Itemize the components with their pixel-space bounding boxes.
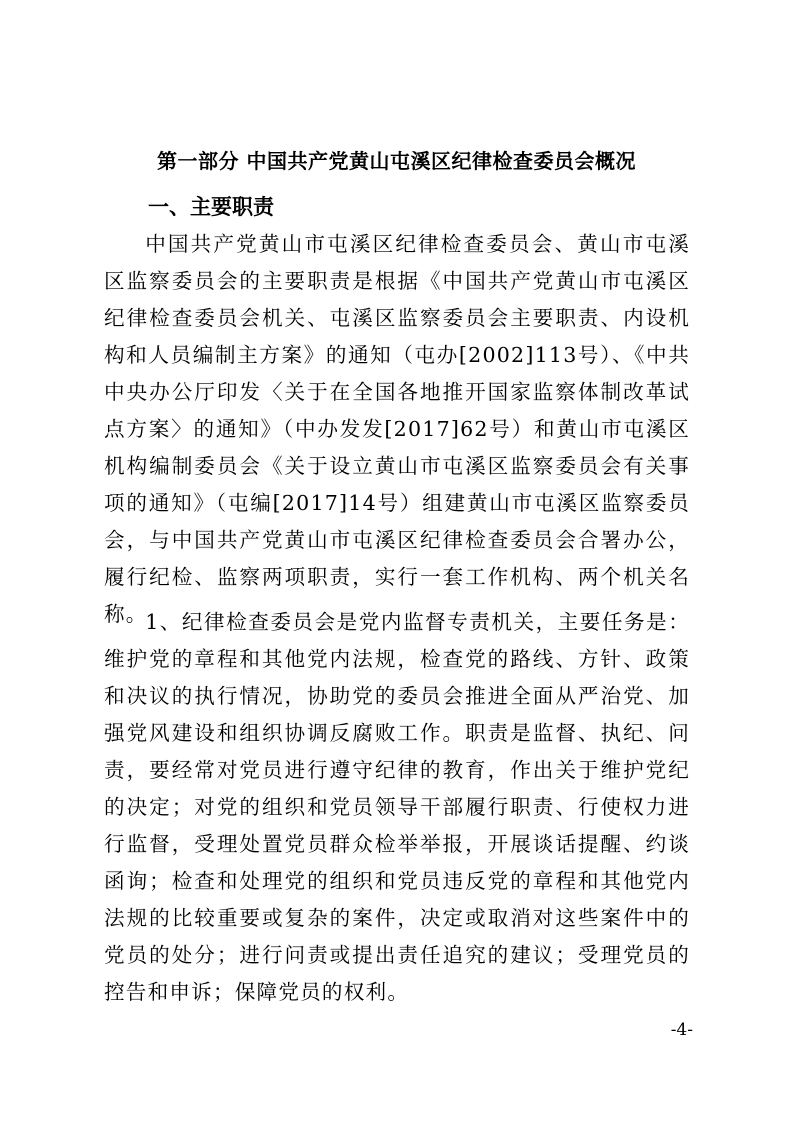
body-paragraph: 中国共产党黄山市屯溪区纪律检查委员会、黄山市屯溪区监察委员会的主要职责是根据《中国共产党黄山市屯溪区纪律检查委员会机关、屯溪区监察委员会主要职责、内设机构和人员编制主方案》的通知（屯办[2002]113号）、《中共中央办公厅印发〈关于在全国各地推开国家监察体制改革试点方案〉的通知》（中办发发[2017]62号）和黄山市屯溪区机构编制委员会《关于设立黄山市屯溪区监察委员会有关事项的通知》（屯编[2017]14号）组建黄山市屯溪区监察委员会，与中国共产党黄山市屯溪区纪律检查委员会合署办公，履行纪检、监察两项职责，实行一套工作机构、两个机关名称。: [104, 232, 690, 626]
body-paragraph: 1、纪律检查委员会是党内监督专责机关，主要任务是：维护党的章程和其他党内法规，检查党的路线、方针、政策和决议的执行情况，协助党的委员会推进全面从严治党、加强党风建设和组织协调反腐败工作。职责是监督、执纪、问责，要经常对党员进行遵守纪律的教育，作出关于维护党纪的决定；对党的组织和党员领导干部履行职责、行使权力进行监督，受理处置党员群众检举举报，开展谈话提醒、约谈函询；检查和处理党的组织和党员违反党的章程和其他党内法规的比较重要或复杂的案件，决定或取消对这些案件中的党员的处分；进行问责或提出责任追究的建议；受理党员的控告和申诉；保障党员的权利。: [104, 610, 690, 1004]
page-title: 第一部分 中国共产党黄山屯溪区纪律检查委员会概况: [157, 149, 636, 173]
section-heading: 一、主要职责: [148, 195, 274, 219]
page-number: -4-: [670, 1020, 693, 1040]
